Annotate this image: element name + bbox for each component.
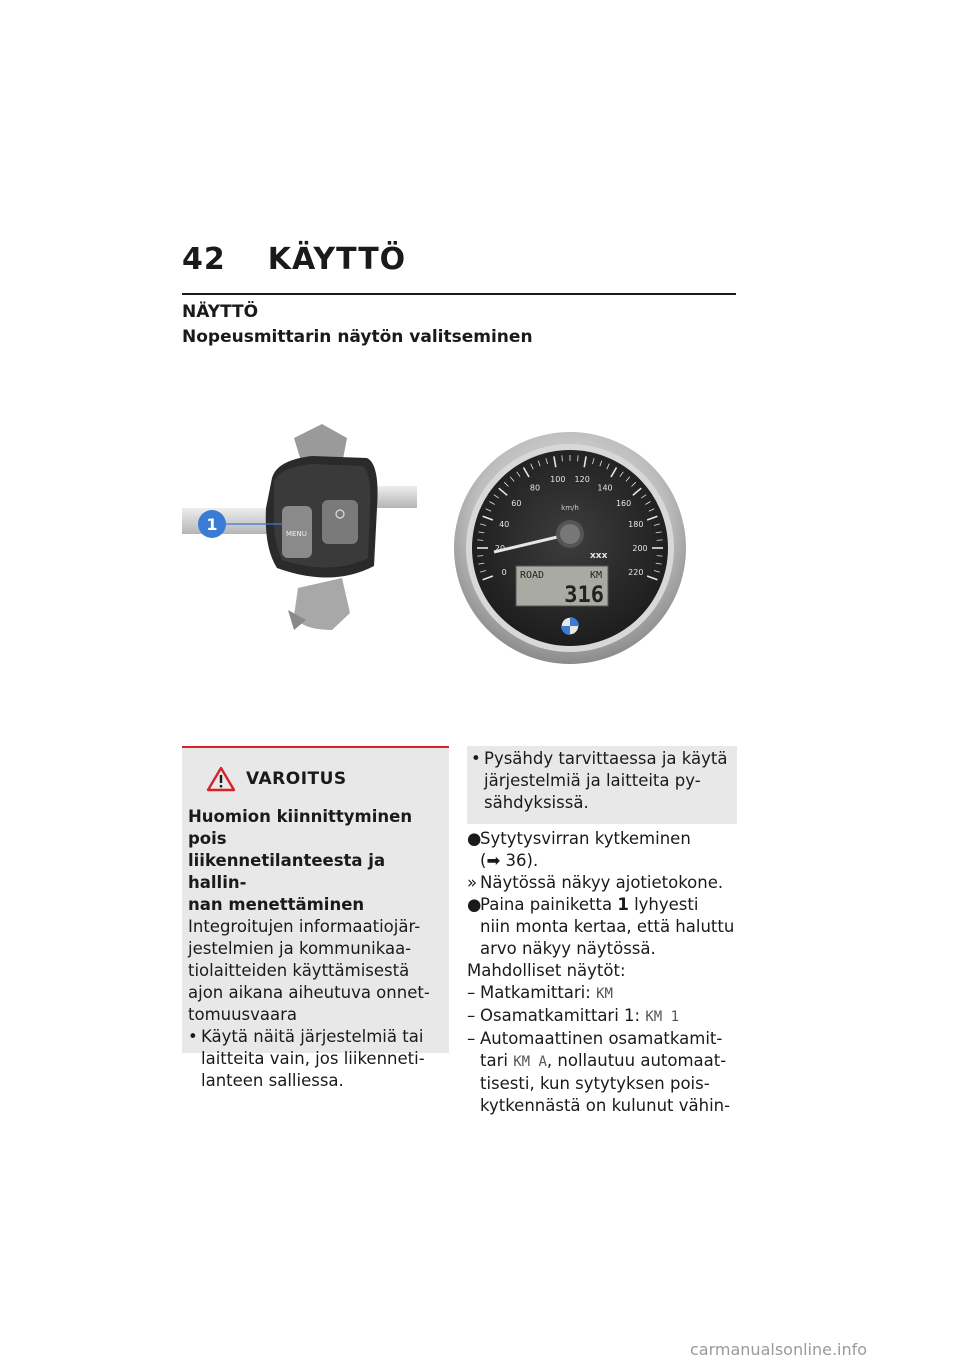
dash-icon: – — [467, 1006, 476, 1025]
option-label: Osamatkamittari 1: — [480, 1006, 646, 1025]
watermark: carmanualsonline.info — [690, 1340, 868, 1359]
option-code: KM — [596, 986, 613, 1002]
speed-label: 60 — [511, 499, 522, 508]
speed-label: 220 — [628, 567, 644, 577]
bullet-line: Pysähdy tarvittaessa ja käytä — [484, 749, 728, 768]
callout-number: 1 — [206, 515, 218, 534]
instrument-figure — [182, 398, 738, 708]
option-label: tisesti, kun sytytyksen pois- — [480, 1074, 710, 1093]
bullet-line: Käytä näitä järjestelmiä tai — [201, 1027, 424, 1046]
arrow-right-icon: ➡ — [486, 851, 501, 870]
step-result — [467, 872, 739, 894]
dash-icon: – — [467, 983, 476, 1002]
option-code: KM 1 — [645, 1009, 680, 1025]
step-text: Paina painiketta — [480, 895, 618, 914]
speed-label: 40 — [499, 520, 510, 530]
speed-tick — [477, 556, 483, 557]
warning-text-line: tomuusvaara — [188, 1005, 298, 1024]
unit-label: km/h — [561, 504, 579, 512]
switch-housing — [266, 424, 378, 630]
option-label: kytkennästä on kulunut vähin- — [480, 1096, 731, 1115]
speed-tick — [657, 556, 663, 557]
option-code: KM A — [513, 1054, 547, 1070]
step-bullet-icon: ● — [467, 829, 482, 848]
page-header — [182, 242, 406, 277]
option-label: tari — [480, 1051, 514, 1070]
power-button[interactable] — [322, 500, 358, 544]
result-text: Näytössä näkyy ajotietokone. — [480, 873, 724, 892]
warning-bullet — [188, 1026, 443, 1092]
step-text: arvo näkyy näytössä. — [480, 939, 656, 958]
speed-label: 0 — [501, 567, 507, 577]
warning-heading-line: liikennetilanteesta ja hallin- — [188, 851, 386, 892]
warning-title: VAROITUS — [246, 769, 347, 789]
speed-tick — [477, 540, 483, 541]
speed-tick — [657, 540, 663, 541]
bullet-icon: • — [471, 749, 481, 768]
warning-text-line: Integroitujen informaatiojär- — [188, 917, 421, 936]
chapter-title: KÄYTTÖ — [267, 242, 407, 277]
warning-box — [182, 746, 449, 1090]
bullet-line: järjestelmiä ja laitteita py- — [484, 771, 701, 790]
step-press-button — [467, 894, 739, 916]
step-text: niin monta kertaa, että haluttu — [480, 917, 735, 936]
bullet-icon: • — [188, 1027, 198, 1046]
lcd-mode: ROAD — [520, 570, 545, 581]
bullet-line: laitteita vain, jos liikenneti- — [201, 1049, 425, 1068]
step-text: Sytytysvirran kytkeminen — [480, 829, 691, 848]
speed-tick — [562, 455, 563, 461]
bullet-line: sähdyksissä. — [484, 793, 589, 812]
xxx-mark: xxx — [590, 551, 608, 561]
speed-label: 100 — [550, 475, 566, 485]
lcd-unit: KM — [589, 570, 602, 581]
warning-header — [206, 766, 443, 792]
warning-heading-line: Huomion kiinnittyminen pois — [188, 807, 413, 848]
option-label: Automaattinen osamatkamit- — [480, 1029, 723, 1048]
speed-label: 20 — [494, 544, 506, 553]
step-text: lyhyesti — [628, 895, 699, 914]
speed-label: 140 — [597, 483, 613, 493]
page-number: 42 — [182, 242, 226, 277]
warning-text-line: ajon aikana aiheutuva onnet- — [188, 983, 430, 1002]
speed-label: 160 — [615, 499, 632, 508]
speed-label: 200 — [632, 544, 648, 553]
warning-text-line: tiolaitteiden käyttämisestä — [188, 961, 410, 980]
instruction-steps — [467, 828, 739, 1117]
subsection-title: Nopeusmittarin näytön valitseminen — [182, 327, 533, 347]
info-box — [467, 746, 737, 824]
step-bullet-icon: ● — [467, 895, 482, 914]
step-ignition — [467, 828, 739, 850]
speedometer — [454, 432, 686, 664]
dash-icon: – — [467, 1029, 476, 1048]
speed-tick — [578, 455, 579, 461]
warning-heading — [188, 806, 443, 916]
warning-heading-line: nan menettäminen — [188, 895, 365, 914]
button-reference: 1 — [617, 895, 629, 914]
page-ref-text: 36). — [505, 851, 539, 870]
option-trip1 — [467, 1005, 739, 1028]
warning-text — [188, 916, 443, 1026]
menu-button-label: MENU — [286, 530, 307, 538]
page-reference[interactable]: (➡ 36). — [480, 851, 539, 870]
speed-label: 120 — [574, 475, 590, 485]
warning-triangle-icon — [206, 766, 236, 792]
result-icon: » — [467, 873, 478, 892]
option-auto-trip — [467, 1028, 739, 1050]
section-title: NÄYTTÖ — [182, 302, 259, 322]
options-heading: Mahdolliset näytöt: — [467, 961, 626, 980]
speed-label: 180 — [628, 520, 644, 530]
warning-text-line: jestelmien ja kommunikaa- — [188, 939, 412, 958]
option-label: , nollautuu automaat- — [546, 1051, 727, 1070]
speed-label: 80 — [529, 483, 541, 493]
header-rule — [182, 293, 736, 295]
lcd-value: 316 — [564, 583, 604, 608]
bullet-line: lanteen salliessa. — [201, 1071, 344, 1090]
option-label: Matkamittari: — [480, 983, 597, 1002]
option-trip — [467, 982, 739, 1005]
